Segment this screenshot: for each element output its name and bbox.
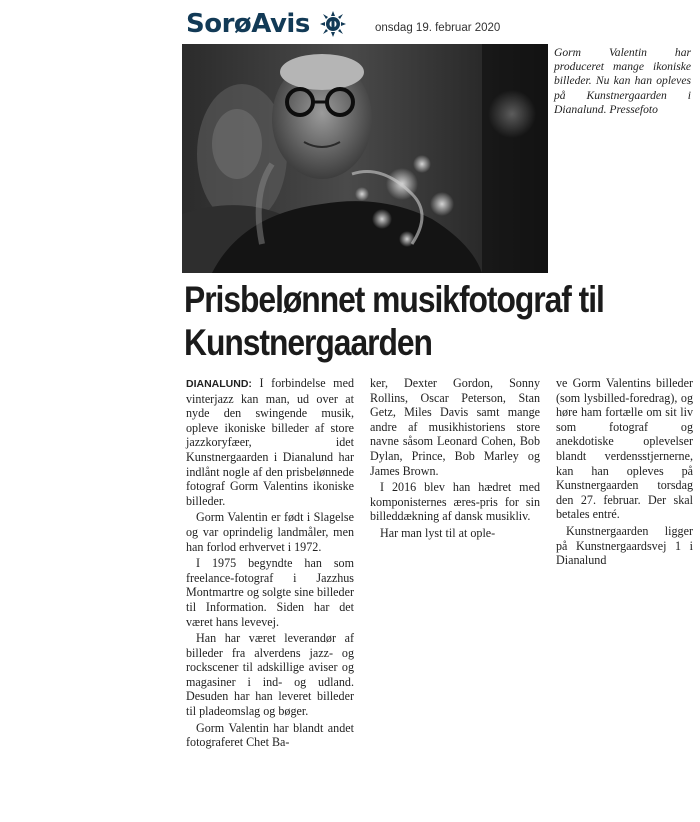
body-paragraph: ker, Dexter Gordon, Sonny Rollins, Oscar Peterson, Stan Getz, Miles Davis samt mange andre af musikhistoriens store navne såsom Leonard Cohen, Bob Dylan, Prince, Bob Marley og James Brown. (370, 376, 540, 478)
body-paragraph: Har man lyst til at ople- (380, 525, 496, 540)
body-paragraph: Gorm Valentin har blandt andet fotograferet Chet Ba- (186, 720, 354, 750)
publication-date: onsdag 19. februar 2020 (375, 22, 501, 34)
body-paragraph: Han har været leverandør af billeder fra alverdens jazz- og rockscener til adskillige aviser og magasiner i ind- og udland. Desuden har han leveret billeder til pladeomslag og bøger. (186, 631, 354, 719)
lead-text: I forbindelse med vinterjazz kan man, ud over at nyde den swingende musik, opleve ikoniske billeder af store jazzkoryfæer, idet Kunstnergaarden i Dianalund har indlånt nogle af den prisbelønnede fotograf Gorm Valentins ikoniske billeder. (186, 376, 354, 508)
masthead (186, 4, 348, 44)
body-paragraph: I 1975 begyndte han som freelance-fotograf i Jazzhus Montmartre og solgte sine billeder til Information. Siden har det været hans levevej. (186, 556, 354, 629)
body-paragraph: I 2016 blev han hædret med komponisternes æres-pris for sin billeddækning af dansk musikliv. (370, 480, 540, 524)
headline-line-2: Kunstnergaarden (184, 322, 432, 363)
newspaper-logo: SorøAvis (186, 9, 310, 39)
article-headline (184, 278, 693, 364)
coat-of-arms-icon (318, 9, 348, 39)
lead-paragraph (186, 376, 354, 508)
article-column-2 (370, 376, 540, 541)
article-column-3 (556, 376, 693, 568)
body-paragraph: ve Gorm Valentins billeder (som lysbilled-foredrag), og høre ham fortælle om sit liv som fotograf og anekdotiske oplevelser blandt verdensstjernerne, kan han opleves på Kunstnergaarden torsdag den 27. februar. Der skal betales entré. (556, 376, 693, 522)
dateline: DIANALUND: (186, 378, 252, 390)
body-paragraph: Gorm Valentin er født i Slagelse og var oprindelig landmåler, men han forlod erhvervet i 1972. (186, 510, 354, 554)
body-paragraph: Kunstnergaarden ligger på Kunstnergaardsvej 1 i Dianalund (556, 523, 693, 568)
article-photo (182, 44, 548, 273)
article-column-1 (186, 376, 354, 750)
headline-line-1: Prisbelønnet musikfotograf til (184, 279, 604, 320)
photo-caption: Gorm Valentin har produceret mange ikoniske billeder. Nu kan han opleves på Kunstnergaarden i Dianalund. Pressefoto (554, 46, 691, 116)
